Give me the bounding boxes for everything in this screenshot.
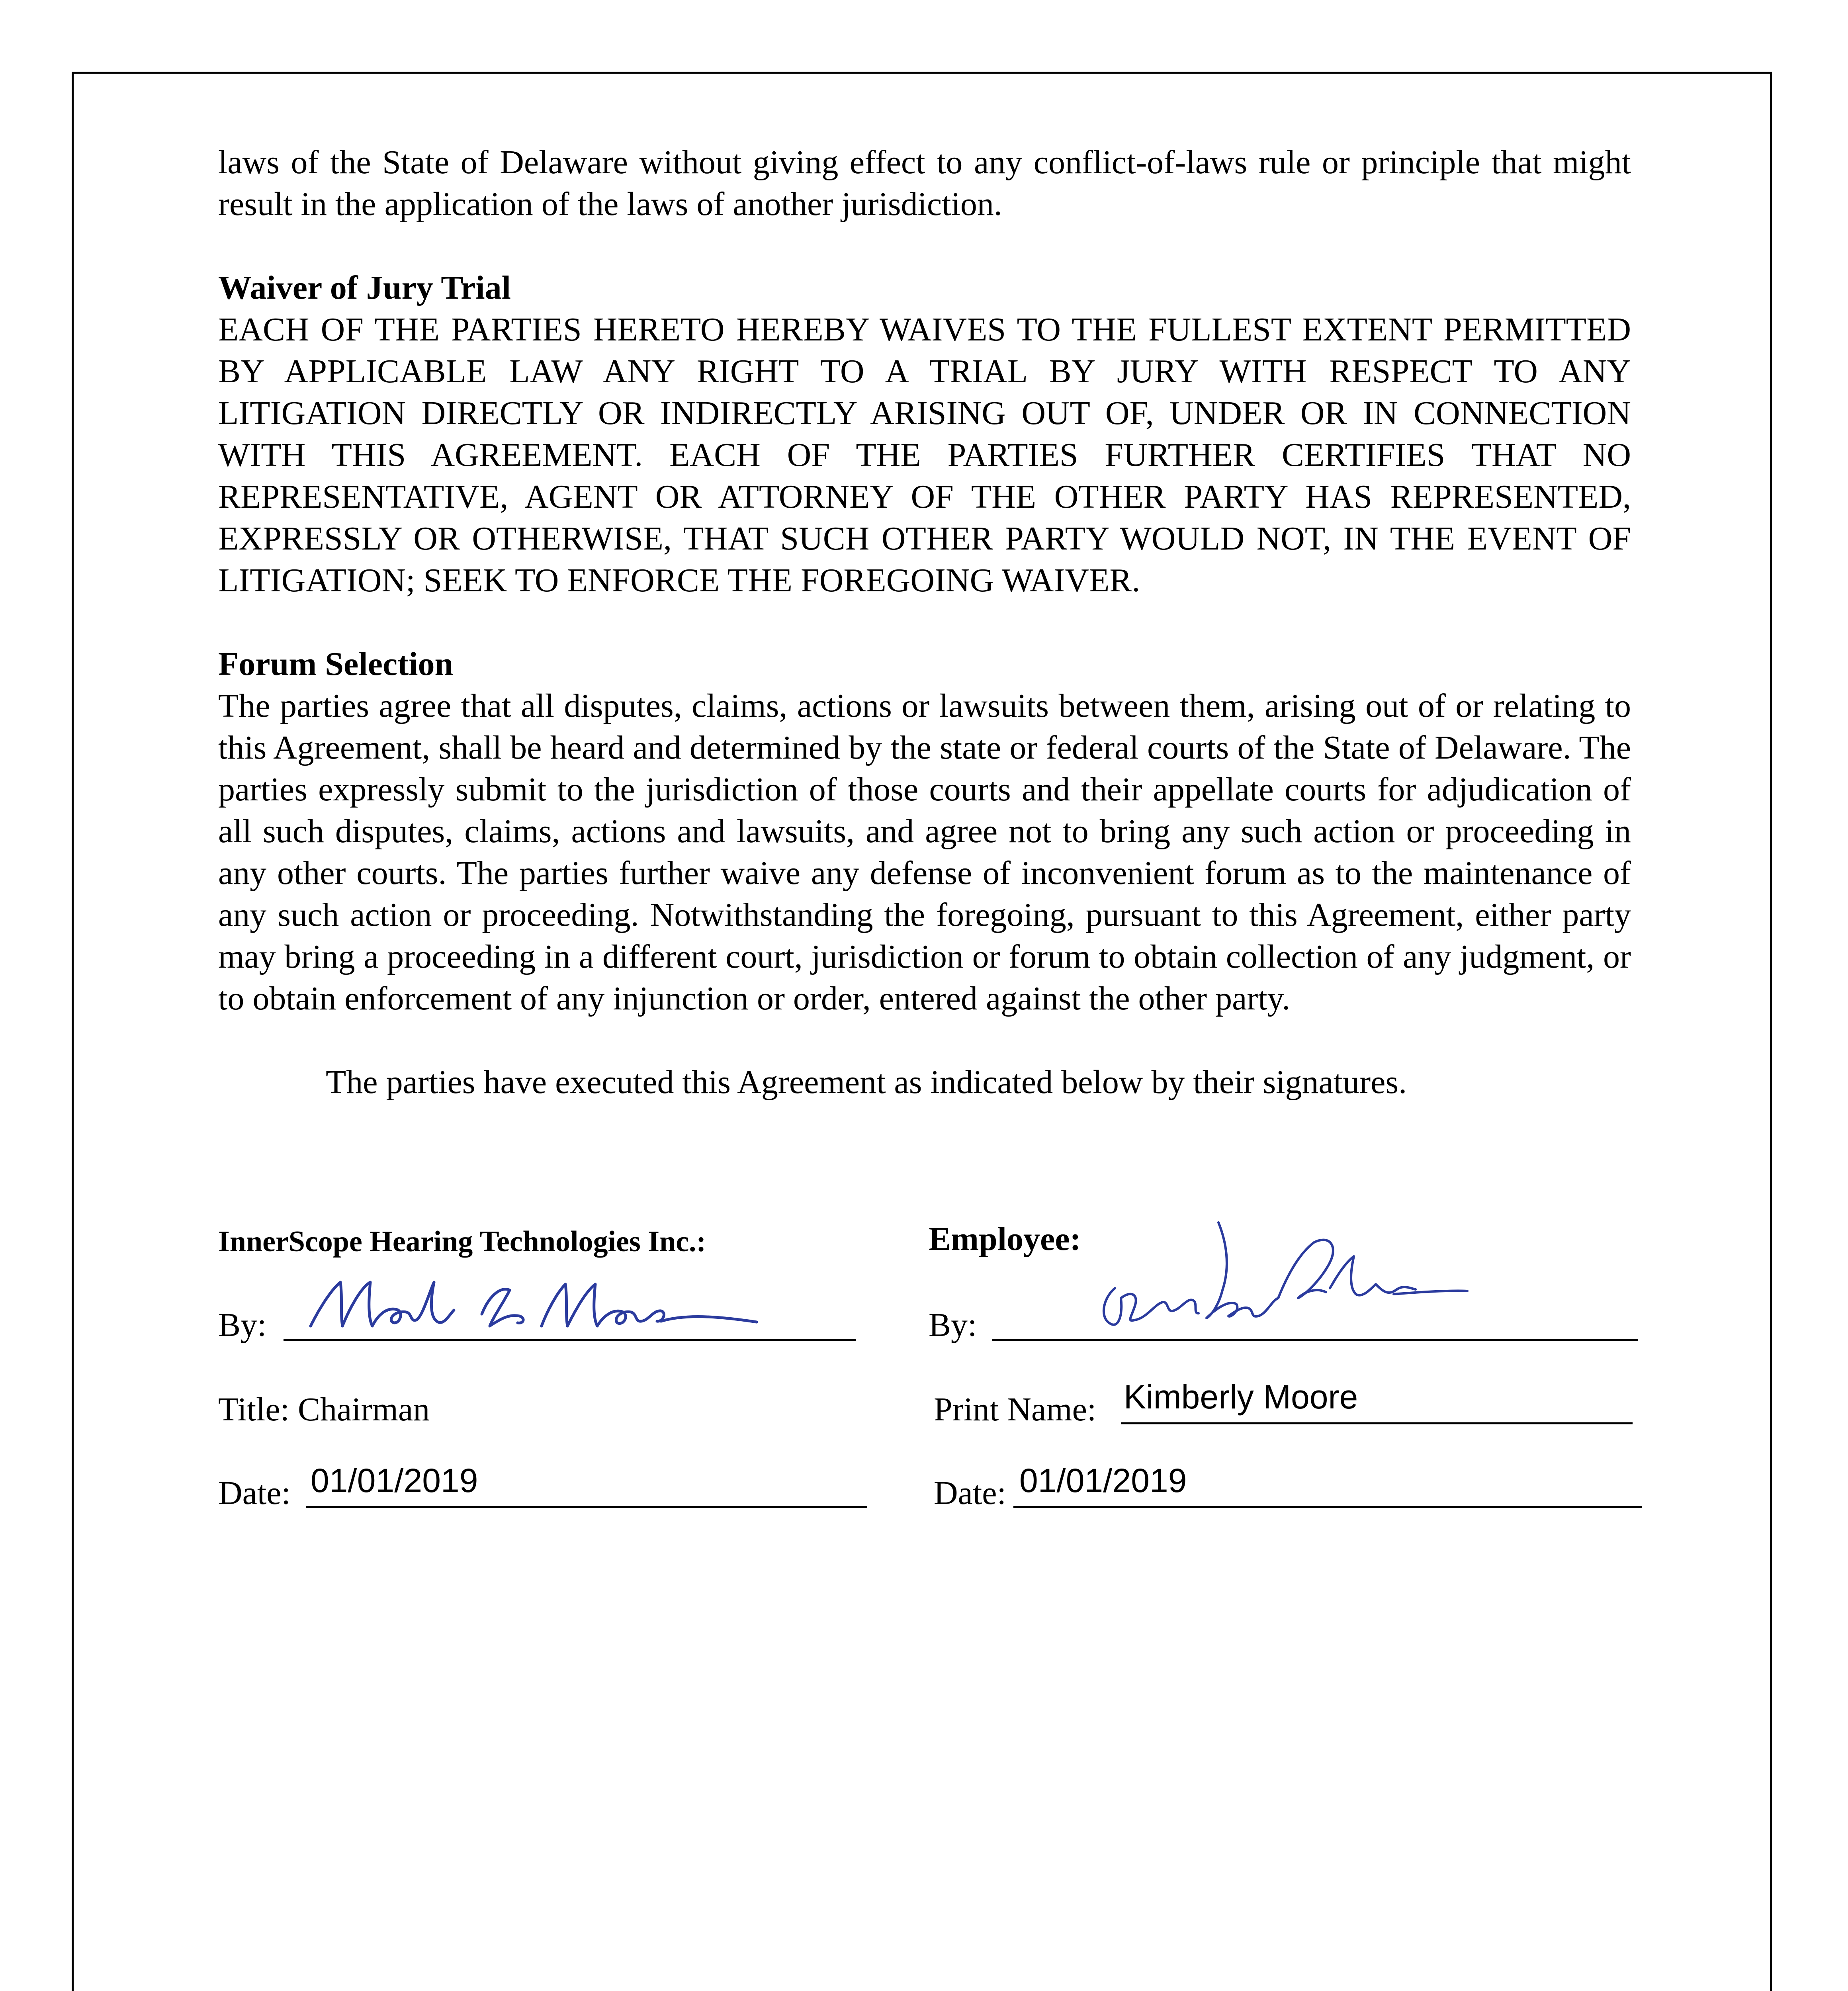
company-date-value: 01/01/2019	[311, 1462, 478, 1499]
company-title-label: Title: Chairman	[218, 1391, 430, 1428]
forum-selection-paragraph: The parties agree that all disputes, claims, actions or lawsuits between them, arising out of or relating to this Agreement, shall be heard and determined by the state or federal courts of the State of Delaware. The parties expressly submit to the jurisdiction of those courts and their appellate courts for adjudication of all such disputes, claims, actions and lawsuits, and agree not to bring any such action or proceeding in any other courts. The parties further waive any defense of inconvenient forum as to the maintenance of any such action or proceeding. Notwithstanding the foregoing, pursuant to this Agreement, either party may bring a proceeding in a different court, jurisdiction or forum to obtain collection of any judgment, or to obtain enforcement of any injunction or order, entered against the other party.	[218, 687, 1631, 1017]
document-body	[218, 141, 1631, 1103]
employee-signature	[1091, 1218, 1473, 1330]
jury-waiver-heading: Waiver of Jury Trial	[218, 269, 511, 306]
company-by-line	[284, 1339, 856, 1341]
company-date-label: Date:	[218, 1475, 291, 1512]
employee-date-label: Date:	[934, 1475, 1006, 1512]
employee-print-name-value: Kimberly Moore	[1124, 1378, 1358, 1416]
continuation-paragraph: laws of the State of Delaware without giving effect to any conflict-of-laws rule or principle that might result in the application of the laws of another jurisdiction.	[218, 144, 1631, 223]
execution-statement: The parties have executed this Agreement as indicated below by their signatures.	[326, 1064, 1407, 1101]
forum-selection-heading: Forum Selection	[218, 645, 454, 683]
jury-waiver-paragraph: EACH OF THE PARTIES HERETO HEREBY WAIVES TO THE FULLEST EXTENT PERMITTED BY APPLICABLE LAW ANY RIGHT TO A TRIAL BY JURY WITH RESPECT TO ANY LITIGATION DIRECTLY OR INDIRECTLY ARISING OUT OF, UNDER OR IN CONNECTION WITH THIS AGREEMENT. EACH OF THE PARTIES FURTHER CERTIFIES THAT NO REPRESENTATIVE, AGENT OR ATTORNEY OF THE OTHER PARTY HAS REPRESENTED, EXPRESSLY OR OTHERWISE, THAT SUCH OTHER PARTY WOULD NOT, IN THE EVENT OF LITIGATION; SEEK TO ENFORCE THE FOREGOING WAIVER.	[218, 311, 1631, 599]
company-signature	[303, 1266, 765, 1338]
company-heading: InnerScope Hearing Technologies Inc.:	[218, 1225, 706, 1258]
employee-print-name-line	[1121, 1422, 1633, 1424]
employee-print-name-label: Print Name:	[934, 1391, 1097, 1428]
employee-by-label: By:	[929, 1306, 977, 1344]
employee-heading: Employee:	[929, 1220, 1081, 1258]
company-date-line	[306, 1506, 867, 1508]
employee-date-line	[1013, 1506, 1642, 1508]
company-by-label: By:	[218, 1306, 267, 1344]
employee-by-line	[992, 1339, 1638, 1341]
employee-date-value: 01/01/2019	[1019, 1462, 1187, 1499]
